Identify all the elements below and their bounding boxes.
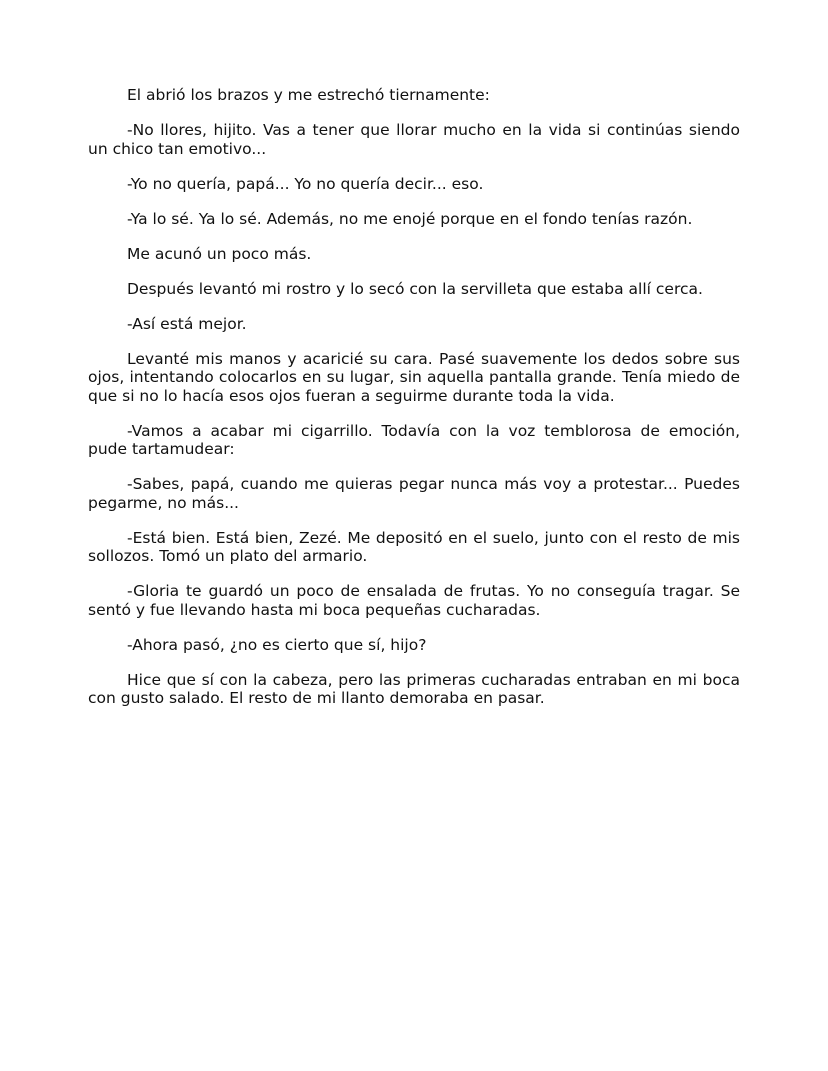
paragraph: -Vamos a acabar mi cigarrillo. Todavía con la voz temblorosa de emoción, pude tartamudear:: [88, 421, 740, 458]
paragraph: -Está bien. Está bien, Zezé. Me depositó en el suelo, junto con el resto de mis sollozos. Tomó un plato del armario.: [88, 528, 740, 565]
paragraph: Me acunó un poco más.: [127, 244, 312, 263]
document-page: [88, 86, 740, 724]
paragraph: -Así está mejor.: [127, 314, 247, 333]
paragraph: El abrió los brazos y me estrechó tiernamente:: [127, 86, 490, 104]
paragraph: Levanté mis manos y acaricié su cara. Pasé suavemente los dedos sobre sus ojos, intentando colocarlos en su lugar, sin aquella pantalla grande. Tenía miedo de que si no lo hacía esos ojos fueran a seguirme durante toda la vida.: [88, 349, 740, 405]
paragraph: -Gloria te guardó un poco de ensalada de frutas. Yo no conseguía tragar. Se sentó y fue llevando hasta mi boca pequeñas cucharadas.: [88, 582, 740, 619]
paragraph: -No llores, hijito. Vas a tener que llorar mucho en la vida si continúas siendo un chico tan emotivo...: [88, 121, 740, 158]
paragraph: -Sabes, papá, cuando me quieras pegar nunca más voy a protestar... Puedes pegarme, no más...: [88, 475, 740, 512]
paragraph: Después levantó mi rostro y lo secó con la servilleta que estaba allí cerca.: [127, 279, 703, 298]
paragraph: -Ahora pasó, ¿no es cierto que sí, hijo?: [127, 635, 427, 654]
paragraph: -Ya lo sé. Ya lo sé. Además, no me enojé porque en el fondo tenías razón.: [127, 209, 693, 228]
paragraph: -Yo no quería, papá... Yo no quería decir... eso.: [127, 174, 484, 193]
paragraph: Hice que sí con la cabeza, pero las primeras cucharadas entraban en mi boca con gusto salado. El resto de mi llanto demoraba en pasar.: [88, 670, 740, 707]
